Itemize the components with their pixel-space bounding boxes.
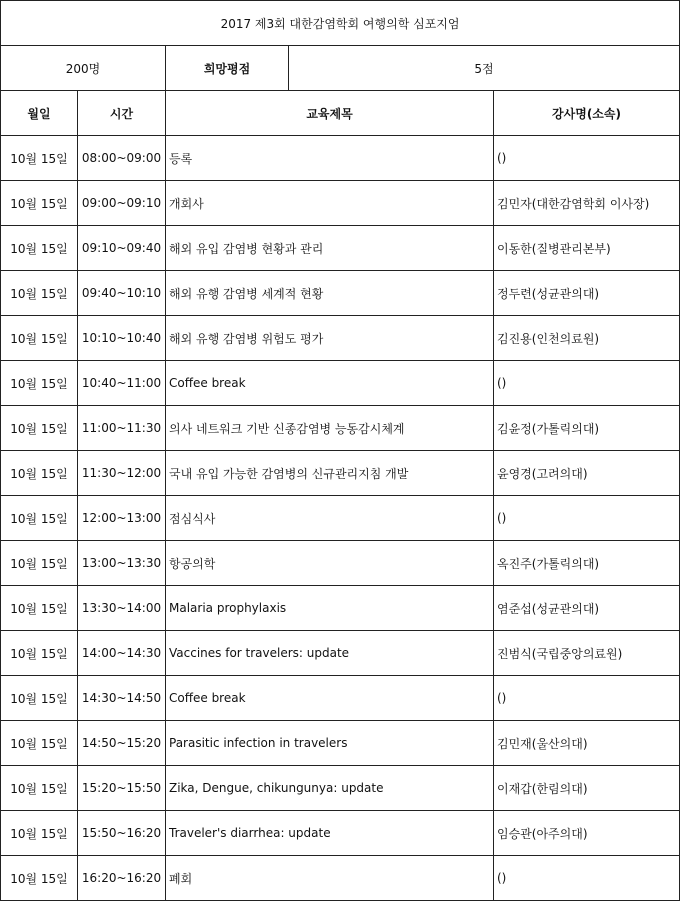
row-topic: Traveler's diarrhea: update xyxy=(166,811,494,856)
capacity-value: 200명 xyxy=(1,46,166,91)
header-row xyxy=(1,91,680,136)
row-time: 13:00~13:30 xyxy=(78,541,166,586)
row-speaker: 옥진주(가톨릭의대) xyxy=(494,541,680,586)
row-date: 10월 15일 xyxy=(1,496,78,541)
table-row xyxy=(1,811,680,856)
row-speaker: 김민자(대한감염학회 이사장) xyxy=(494,181,680,226)
row-topic: 폐회 xyxy=(166,856,494,901)
row-speaker: () xyxy=(494,496,680,541)
row-time: 12:00~13:00 xyxy=(78,496,166,541)
row-speaker: 김민재(울산의대) xyxy=(494,721,680,766)
table-row xyxy=(1,316,680,361)
table-row xyxy=(1,361,680,406)
row-speaker: 진범식(국립중앙의료원) xyxy=(494,631,680,676)
table-row xyxy=(1,181,680,226)
row-time: 10:40~11:00 xyxy=(78,361,166,406)
info-row xyxy=(1,46,680,91)
row-speaker: () xyxy=(494,856,680,901)
row-time: 09:40~10:10 xyxy=(78,271,166,316)
row-time: 08:00~09:00 xyxy=(78,136,166,181)
row-speaker: 정두련(성균관의대) xyxy=(494,271,680,316)
row-speaker: 김윤정(가톨릭의대) xyxy=(494,406,680,451)
row-time: 14:50~15:20 xyxy=(78,721,166,766)
row-topic: Zika, Dengue, chikungunya: update xyxy=(166,766,494,811)
row-date: 10월 15일 xyxy=(1,361,78,406)
table-row xyxy=(1,676,680,721)
header-topic: 교육제목 xyxy=(166,91,494,136)
row-time: 14:00~14:30 xyxy=(78,631,166,676)
row-topic: 등록 xyxy=(166,136,494,181)
row-topic: Parasitic infection in travelers xyxy=(166,721,494,766)
row-topic: 해외 유행 감염병 위험도 평가 xyxy=(166,316,494,361)
title-row xyxy=(1,1,680,46)
row-date: 10월 15일 xyxy=(1,766,78,811)
row-speaker: 김진용(인천의료원) xyxy=(494,316,680,361)
row-speaker: 염준섭(성균관의대) xyxy=(494,586,680,631)
desired-points-label: 희망평점 xyxy=(166,46,289,91)
row-date: 10월 15일 xyxy=(1,451,78,496)
row-time: 09:10~09:40 xyxy=(78,226,166,271)
table-row xyxy=(1,271,680,316)
row-topic: 해외 유입 감염병 현황과 관리 xyxy=(166,226,494,271)
table-row xyxy=(1,451,680,496)
row-topic: 개회사 xyxy=(166,181,494,226)
header-speaker: 강사명(소속) xyxy=(494,91,680,136)
row-date: 10월 15일 xyxy=(1,181,78,226)
row-topic: Vaccines for travelers: update xyxy=(166,631,494,676)
header-date: 월일 xyxy=(1,91,78,136)
row-speaker: 이재갑(한림의대) xyxy=(494,766,680,811)
table-row xyxy=(1,496,680,541)
row-date: 10월 15일 xyxy=(1,631,78,676)
row-date: 10월 15일 xyxy=(1,271,78,316)
table-row xyxy=(1,226,680,271)
row-time: 14:30~14:50 xyxy=(78,676,166,721)
row-time: 09:00~09:10 xyxy=(78,181,166,226)
row-topic: 점심식사 xyxy=(166,496,494,541)
row-date: 10월 15일 xyxy=(1,541,78,586)
symposium-title: 2017 제3회 대한감염학회 여행의학 심포지엄 xyxy=(1,1,680,46)
row-topic: 의사 네트워크 기반 신종감염병 능동감시체계 xyxy=(166,406,494,451)
table-row xyxy=(1,631,680,676)
row-date: 10월 15일 xyxy=(1,226,78,271)
row-topic: Coffee break xyxy=(166,361,494,406)
row-time: 13:30~14:00 xyxy=(78,586,166,631)
row-time: 15:50~16:20 xyxy=(78,811,166,856)
row-date: 10월 15일 xyxy=(1,676,78,721)
row-time: 16:20~16:20 xyxy=(78,856,166,901)
row-speaker: () xyxy=(494,361,680,406)
row-topic: 항공의학 xyxy=(166,541,494,586)
table-row xyxy=(1,586,680,631)
row-time: 11:30~12:00 xyxy=(78,451,166,496)
row-speaker: 임승관(아주의대) xyxy=(494,811,680,856)
desired-points-value: 5점 xyxy=(289,46,680,91)
row-speaker: 윤영경(고려의대) xyxy=(494,451,680,496)
row-time: 15:20~15:50 xyxy=(78,766,166,811)
row-date: 10월 15일 xyxy=(1,406,78,451)
row-date: 10월 15일 xyxy=(1,811,78,856)
table-row xyxy=(1,406,680,451)
table-row xyxy=(1,721,680,766)
table-row xyxy=(1,541,680,586)
row-topic: Coffee break xyxy=(166,676,494,721)
row-date: 10월 15일 xyxy=(1,856,78,901)
table-row xyxy=(1,856,680,901)
row-time: 11:00~11:30 xyxy=(78,406,166,451)
table-row xyxy=(1,136,680,181)
row-speaker: 이동한(질병관리본부) xyxy=(494,226,680,271)
row-time: 10:10~10:40 xyxy=(78,316,166,361)
row-topic: 해외 유행 감염병 세계적 현황 xyxy=(166,271,494,316)
row-date: 10월 15일 xyxy=(1,316,78,361)
table-row xyxy=(1,766,680,811)
row-speaker: () xyxy=(494,136,680,181)
row-date: 10월 15일 xyxy=(1,136,78,181)
row-topic: Malaria prophylaxis xyxy=(166,586,494,631)
header-time: 시간 xyxy=(78,91,166,136)
row-date: 10월 15일 xyxy=(1,721,78,766)
row-date: 10월 15일 xyxy=(1,586,78,631)
row-topic: 국내 유입 가능한 감염병의 신규관리지침 개발 xyxy=(166,451,494,496)
row-speaker: () xyxy=(494,676,680,721)
